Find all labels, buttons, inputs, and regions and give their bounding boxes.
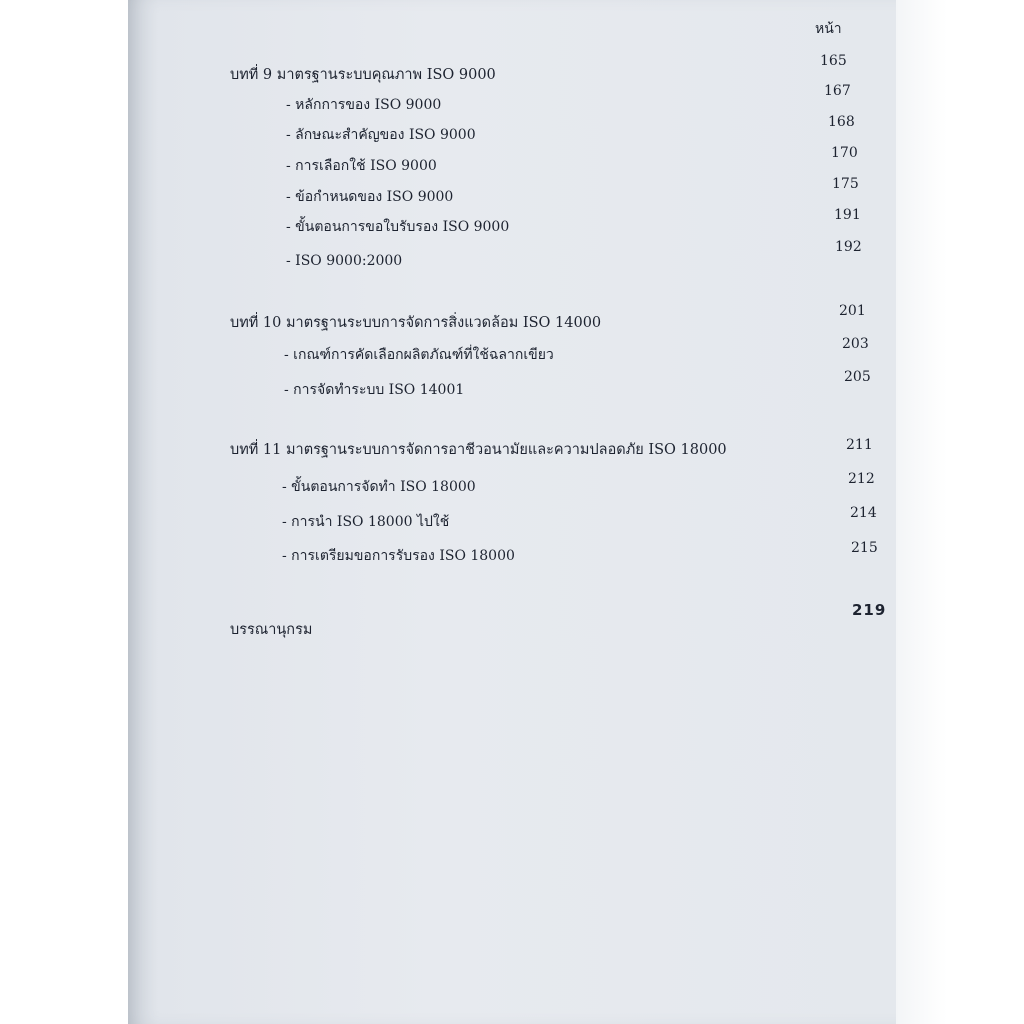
chapter-9-item-label: - ISO 9000:2000 [286,253,403,269]
chapter-9-item-label: - ลักษณะสำคัญของ ISO 9000 [286,127,476,143]
chapter-10-item-label: - การจัดทำระบบ ISO 14001 [284,382,465,398]
chapter-9-item-page: 168 [828,114,855,130]
chapter-11-item-page: 214 [850,505,877,521]
chapter-9-item-label: - ข้อกำหนดของ ISO 9000 [286,189,454,205]
chapter-11-page: 211 [846,437,873,453]
chapter-9-item-page: 192 [835,239,862,255]
chapter-10-title: บทที่ 10 มาตรฐานระบบการจัดการสิ่งแวดล้อม ISO 14000 [230,315,602,331]
chapter-11-item-page: 212 [848,471,875,487]
chapter-11-item-label: - การนำ ISO 18000 ไปใช้ [282,514,450,530]
chapter-10-item-page: 203 [842,336,869,352]
bibliography-label: บรรณานุกรม [230,622,313,638]
bibliography-page: 219 [852,601,887,619]
chapter-9-item-label: - หลักการของ ISO 9000 [286,97,442,113]
book-page [128,0,896,1024]
chapter-10-item-page: 205 [844,369,871,385]
chapter-11-item-label: - ขั้นตอนการจัดทำ ISO 18000 [282,479,476,495]
chapter-9-item-page: 191 [834,207,861,223]
chapter-9-item-label: - การเลือกใช้ ISO 9000 [286,158,437,174]
chapter-9-item-page: 167 [824,83,851,99]
chapter-9-title: บทที่ 9 มาตรฐานระบบคุณภาพ ISO 9000 [230,67,496,83]
chapter-11-item-page: 215 [851,540,878,556]
background-margin [896,0,1024,1024]
chapter-9-item-page: 170 [831,145,858,161]
chapter-11-title: บทที่ 11 มาตรฐานระบบการจัดการอาชีวอนามัยและความปลอดภัย ISO 18000 [230,442,727,458]
chapter-9-item-page: 175 [832,176,859,192]
chapter-10-item-label: - เกณฑ์การคัดเลือกผลิตภัณฑ์ที่ใช้ฉลากเขียว [284,347,554,363]
chapter-9-item-label: - ขั้นตอนการขอใบรับรอง ISO 9000 [286,219,510,235]
chapter-9-page: 165 [820,53,847,69]
page-column-header: หน้า [815,21,842,37]
chapter-11-item-label: - การเตรียมขอการรับรอง ISO 18000 [282,548,515,564]
chapter-10-page: 201 [839,303,866,319]
